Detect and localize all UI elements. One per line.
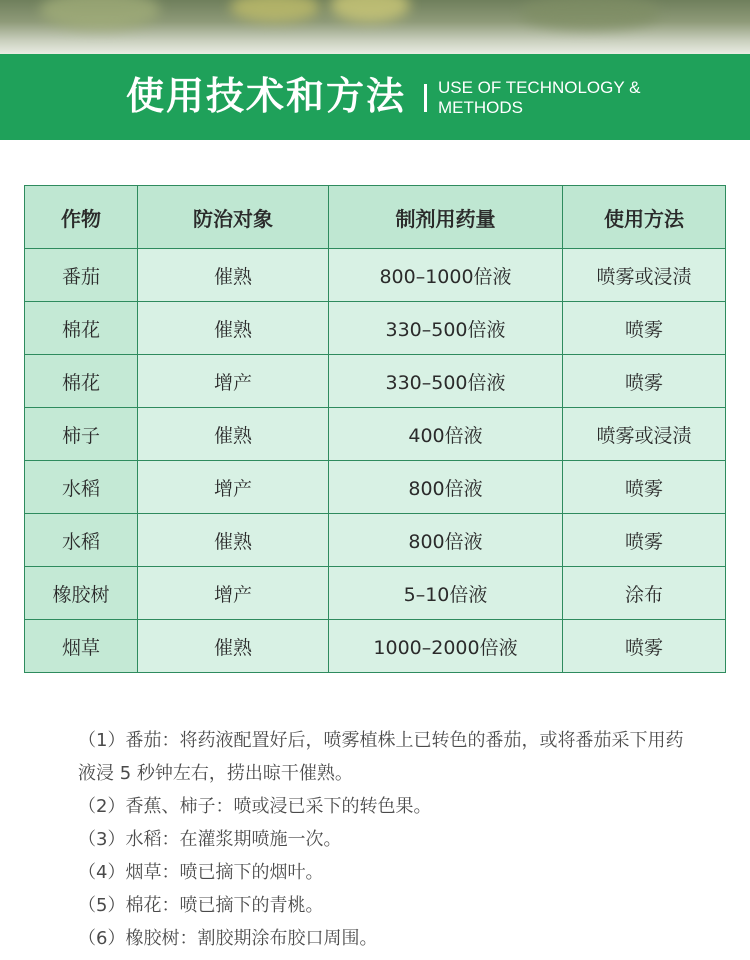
table-row bbox=[25, 249, 726, 302]
note-item: （6）橡胶树：割胶期涂布胶口周围。 bbox=[78, 928, 378, 949]
dosage-cell: 800倍液 bbox=[329, 514, 563, 567]
section-subtitle-line1: USE OF TECHNOLOGY & bbox=[438, 78, 641, 97]
dosage-cell: 800倍液 bbox=[329, 461, 563, 514]
note-item: （4）烟草：喷已摘下的烟叶。 bbox=[78, 862, 324, 883]
target-cell: 催熟 bbox=[138, 249, 329, 302]
note-item: （3）水稻：在灌浆期喷施一次。 bbox=[78, 829, 342, 850]
dosage-cell: 800–1000倍液 bbox=[329, 249, 563, 302]
crop-cell: 水稻 bbox=[25, 461, 138, 514]
table-row bbox=[25, 355, 726, 408]
column-header-crop: 作物 bbox=[25, 186, 138, 249]
table-row bbox=[25, 461, 726, 514]
crop-cell: 水稻 bbox=[25, 514, 138, 567]
dosage-cell: 1000–2000倍液 bbox=[329, 620, 563, 673]
target-cell: 催熟 bbox=[138, 302, 329, 355]
target-cell: 增产 bbox=[138, 355, 329, 408]
crop-cell: 烟草 bbox=[25, 620, 138, 673]
dosage-cell: 330–500倍液 bbox=[329, 355, 563, 408]
table-row bbox=[25, 302, 726, 355]
target-cell: 催熟 bbox=[138, 620, 329, 673]
target-cell: 催熟 bbox=[138, 408, 329, 461]
method-cell: 喷雾 bbox=[563, 620, 726, 673]
method-cell: 喷雾或浸渍 bbox=[563, 408, 726, 461]
dosage-cell: 5–10倍液 bbox=[329, 567, 563, 620]
method-cell: 涂布 bbox=[563, 567, 726, 620]
truncated-text-line bbox=[78, 952, 688, 960]
table-row bbox=[25, 514, 726, 567]
dosage-cell: 400倍液 bbox=[329, 408, 563, 461]
header-background-photo bbox=[0, 0, 750, 54]
table-row bbox=[25, 620, 726, 673]
note-item: （2）香蕉、柿子：喷或浸已采下的转色果。 bbox=[78, 796, 432, 817]
crop-cell: 番茄 bbox=[25, 249, 138, 302]
crop-cell: 橡胶树 bbox=[25, 567, 138, 620]
method-cell: 喷雾 bbox=[563, 461, 726, 514]
section-title: 使用技术和方法 bbox=[126, 74, 407, 118]
usage-notes bbox=[78, 724, 688, 955]
section-subtitle-line2: METHODS bbox=[438, 98, 523, 117]
method-cell: 喷雾 bbox=[563, 302, 726, 355]
method-cell: 喷雾 bbox=[563, 355, 726, 408]
note-item: （1）番茄：将药液配置好后，喷雾植株上已转色的番茄，或将番茄采下用药液浸 5 秒钟左右，捞出晾干催熟。 bbox=[78, 730, 684, 784]
table-row bbox=[25, 408, 726, 461]
table-header-row bbox=[25, 186, 726, 249]
crop-cell: 棉花 bbox=[25, 302, 138, 355]
target-cell: 催熟 bbox=[138, 514, 329, 567]
method-cell: 喷雾或浸渍 bbox=[563, 249, 726, 302]
usage-table bbox=[24, 185, 726, 673]
column-header-method: 使用方法 bbox=[563, 186, 726, 249]
target-cell: 增产 bbox=[138, 461, 329, 514]
column-header-target: 防治对象 bbox=[138, 186, 329, 249]
column-header-dosage: 制剂用药量 bbox=[329, 186, 563, 249]
crop-cell: 柿子 bbox=[25, 408, 138, 461]
title-divider bbox=[424, 84, 427, 112]
crop-cell: 棉花 bbox=[25, 355, 138, 408]
table-row bbox=[25, 567, 726, 620]
target-cell: 增产 bbox=[138, 567, 329, 620]
section-subtitle bbox=[438, 78, 640, 118]
method-cell: 喷雾 bbox=[563, 514, 726, 567]
note-item: （5）棉花：喷已摘下的青桃。 bbox=[78, 895, 324, 916]
dosage-cell: 330–500倍液 bbox=[329, 302, 563, 355]
